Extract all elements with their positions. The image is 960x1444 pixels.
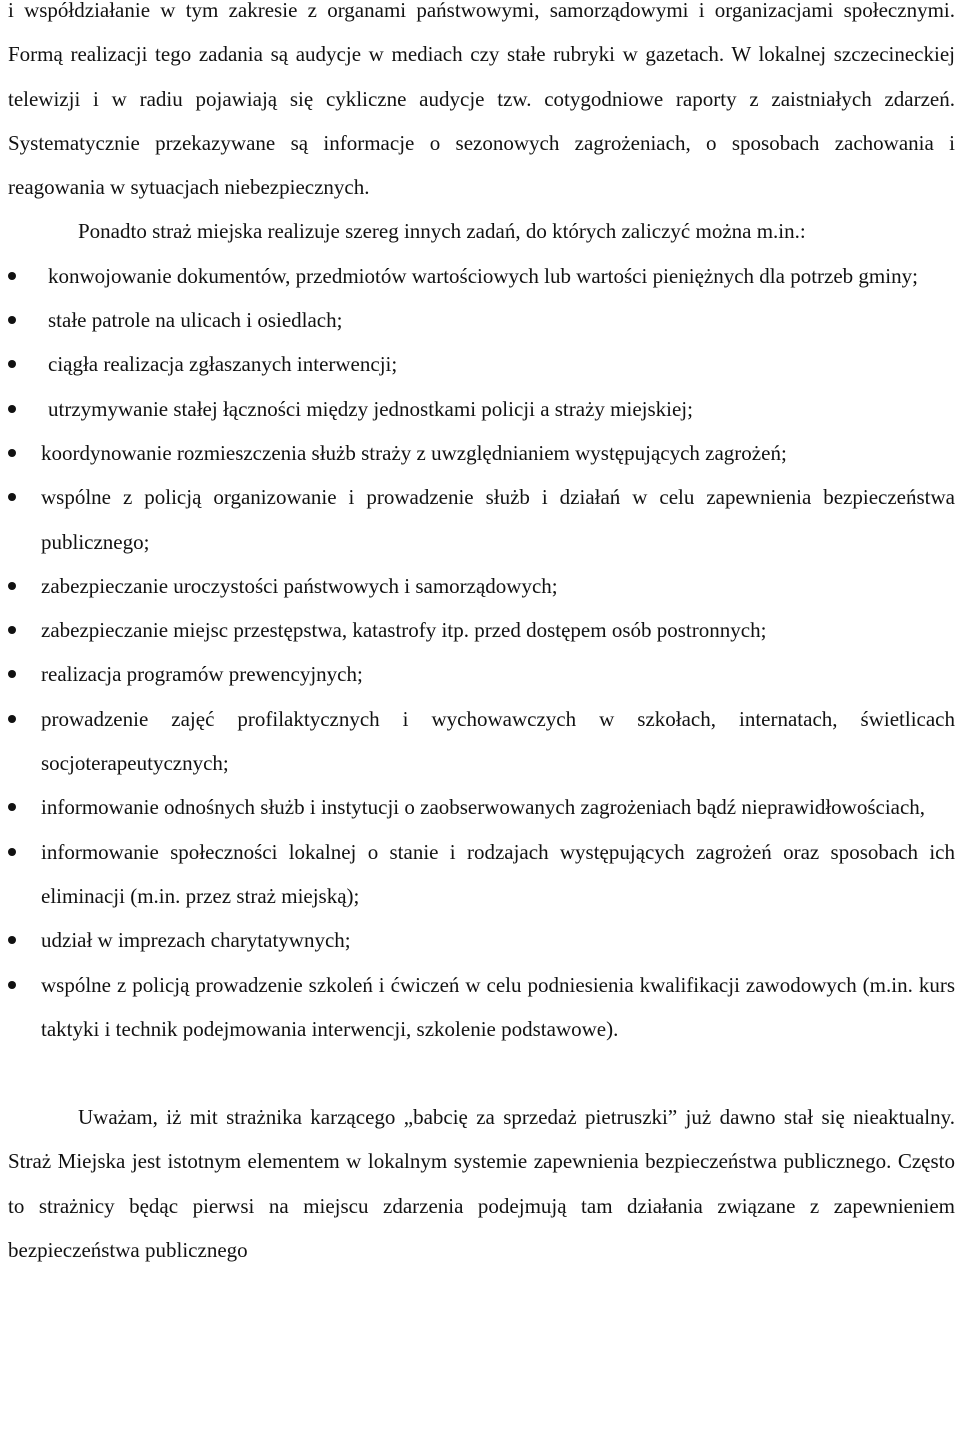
- bullet-icon: [8, 475, 20, 519]
- bullet-icon: [8, 387, 20, 431]
- list-item: [8, 785, 955, 829]
- list-item-text: stałe patrole na ulicach i osiedlach;: [48, 308, 343, 333]
- list-item: [8, 387, 955, 431]
- list-item: [8, 608, 955, 652]
- list-item: [8, 918, 955, 962]
- list-item-text: utrzymywanie stałej łączności między jednostkami policji a straży miejskiej;: [48, 396, 693, 421]
- intro-paragraph: i współdziałanie w tym zakresie z organami państwowymi, samorządowymi i organizacjami społecznymi. Formą realizacji tego zadania są audycje w mediach czy stałe rubryki w gazetach. W lokalnej szczecineckiej telewizji i w radiu pojawiają się cykliczne audycje tzw. cotygodniowe raporty z zaistniałych zdarzeń. Systematycznie przekazywane są informacje o sezonowych zagrożeniach, o sposobach zachowania i reagowania w sytuacjach niebezpiecznych.: [8, 0, 955, 200]
- list-item-text: ciągła realizacja zgłaszanych interwencji;: [48, 352, 398, 377]
- bullet-icon: [8, 342, 20, 386]
- list-item-text: konwojowanie dokumentów, przedmiotów wartościowych lub wartości pieniężnych dla potrzeb gminy;: [48, 263, 918, 288]
- list-item: [8, 342, 955, 386]
- duties-list: [8, 254, 955, 1051]
- final-paragraph: Uważam, iż mit strażnika karzącego „babcię za sprzedaż pietruszki” już dawno stał się nieaktualny. Straż Miejska jest istotnym elementem w lokalnym systemie zapewnienia bezpieczeństwa publicznego. Często to strażnicy będąc pierwsi na miejscu zdarzenia podejmują tam działania związane z zapewnieniem bezpieczeństwa publicznego: [8, 1105, 955, 1263]
- list-item: [8, 697, 955, 786]
- list-item-text: prowadzenie zajęć profilaktycznych i wychowawczych w szkołach, internatach, świetlicach socjoterapeutycznych;: [41, 706, 955, 776]
- bullet-icon: [8, 298, 20, 342]
- bullet-icon: [8, 564, 20, 608]
- bullet-icon: [8, 697, 20, 741]
- bullet-icon: [8, 830, 20, 874]
- list-item: [8, 475, 955, 564]
- list-item-text: informowanie społeczności lokalnej o stanie i rodzajach występujących zagrożeń oraz sposobach ich eliminacji (m.in. przez straż miejską);: [41, 839, 955, 908]
- list-item: [8, 254, 955, 298]
- bullet-icon: [8, 431, 20, 475]
- bullet-icon: [8, 963, 20, 1007]
- bullet-icon: [8, 608, 20, 652]
- list-intro-paragraph: Ponadto straż miejska realizuje szereg innych zadań, do których zaliczyć można m.in.:: [78, 219, 806, 244]
- list-item-text: koordynowanie rozmieszczenia służb straży z uwzględnianiem występujących zagrożeń;: [41, 440, 787, 465]
- bullet-icon: [8, 785, 20, 829]
- list-item-text: informowanie odnośnych służb i instytucji o zaobserwowanych zagrożeniach bądź nieprawidłowościach,: [41, 795, 926, 820]
- list-item-text: realizacja programów prewencyjnych;: [41, 662, 363, 687]
- list-item-text: udział w imprezach charytatywnych;: [41, 928, 351, 953]
- list-item: [8, 431, 955, 475]
- document-page: [8, 0, 955, 1272]
- bullet-icon: [8, 652, 20, 696]
- list-item-text: wspólne z policją organizowanie i prowadzenie służb i działań w celu zapewnienia bezpieczeństwa publicznego;: [41, 485, 955, 554]
- paragraph-spacer: [8, 1051, 955, 1095]
- bullet-icon: [8, 918, 20, 962]
- list-item: [8, 830, 955, 919]
- list-item-text: wspólne z policją prowadzenie szkoleń i ćwiczeń w celu podniesienia kwalifikacji zawodowych (m.in. kurs taktyki i technik podejmowania interwencji, szkolenie podstawowe).: [41, 972, 955, 1041]
- list-item: [8, 652, 955, 696]
- list-item: [8, 963, 955, 1052]
- bullet-icon: [8, 254, 20, 298]
- list-item: [8, 564, 955, 608]
- list-item-text: zabezpieczanie uroczystości państwowych i samorządowych;: [41, 573, 558, 598]
- list-item: [8, 298, 955, 342]
- list-item-text: zabezpieczanie miejsc przestępstwa, katastrofy itp. przed dostępem osób postronnych;: [41, 618, 767, 643]
